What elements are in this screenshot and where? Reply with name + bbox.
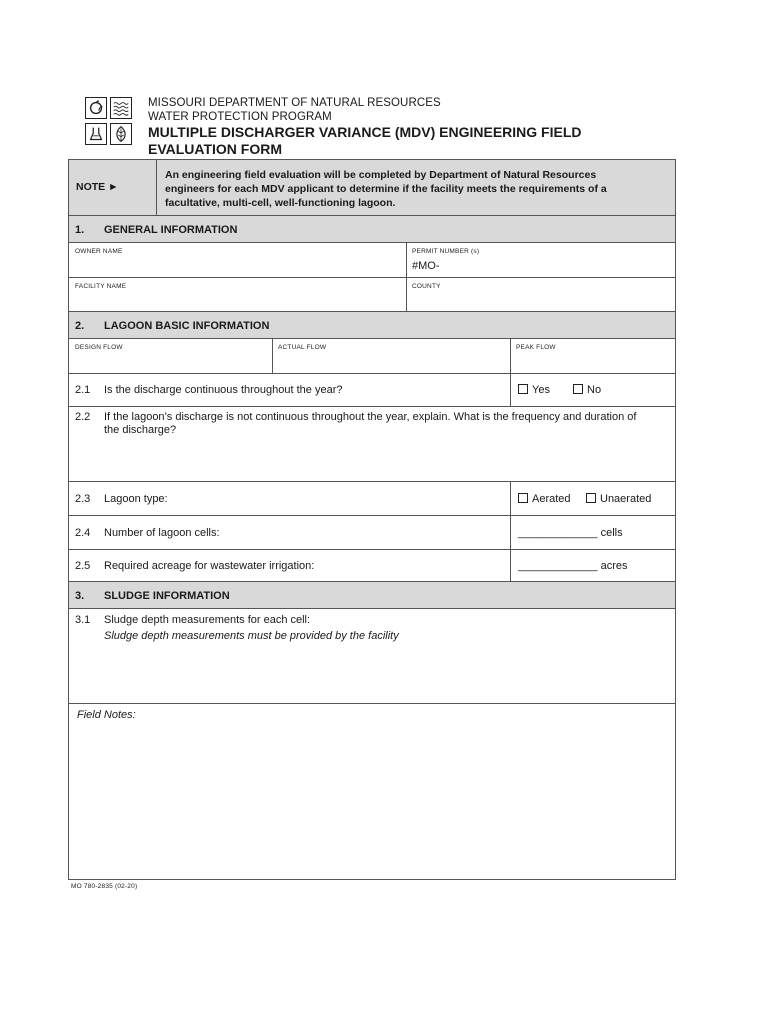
section-2-header: [68, 311, 676, 338]
facility-name-label: FACILITY NAME: [75, 283, 127, 290]
actual-flow-field[interactable]: [272, 339, 511, 374]
recycle-icon: [85, 97, 107, 119]
section-1-header: [68, 215, 676, 242]
permit-number-value: #MO-: [412, 260, 440, 272]
water-waves-icon: [110, 97, 132, 119]
question-2-4-text: Number of lagoon cells:: [104, 527, 220, 539]
note-line-1: An engineering field evaluation will be completed by Department of Natural Resources: [165, 169, 597, 181]
question-2-2-line-1: If the lagoon’s discharge is not continuous throughout the year, explain. What is the frequency and duration of: [104, 411, 637, 423]
question-2-1-number: 2.1: [75, 384, 91, 396]
program-name: WATER PROTECTION PROGRAM: [148, 111, 332, 123]
question-2-2-line-2: the discharge?: [104, 424, 177, 436]
note-box: [68, 159, 676, 215]
design-flow-field[interactable]: [69, 339, 273, 374]
permit-number-label: PERMIT NUMBER (s): [412, 248, 480, 255]
unaerated-checkbox[interactable]: [586, 493, 596, 503]
section-3-number: 3.: [75, 590, 85, 602]
facility-county-row: [68, 277, 676, 311]
note-line-2: engineers for each MDV applicant to determine if the facility meets the requirements of a: [165, 183, 607, 195]
question-2-2-text: [104, 411, 636, 437]
actual-flow-label: ACTUAL FLOW: [278, 344, 327, 351]
leaf-icon: [110, 123, 132, 145]
note-line-3: facultative, multi-cell, well-functioning lagoon.: [165, 197, 396, 209]
question-2-1-text: Is the discharge continuous throughout the year?: [104, 384, 343, 396]
design-flow-label: DESIGN FLOW: [75, 344, 123, 351]
question-2-5-number: 2.5: [75, 560, 91, 572]
field-notes-area[interactable]: [68, 703, 676, 880]
question-2-3-number: 2.3: [75, 493, 91, 505]
owner-name-field[interactable]: [69, 243, 407, 278]
question-2-2-row[interactable]: [68, 406, 676, 481]
question-3-1-number: 3.1: [75, 614, 91, 626]
aerated-checkbox[interactable]: [518, 493, 528, 503]
question-2-3-text: Lagoon type:: [104, 493, 168, 505]
question-2-5-row: [68, 549, 676, 581]
yes-option[interactable]: [518, 384, 550, 396]
unaerated-option[interactable]: [586, 493, 651, 505]
note-text: [165, 168, 607, 210]
county-field[interactable]: [406, 278, 676, 312]
owner-name-label: OWNER NAME: [75, 248, 123, 255]
agency-name: MISSOURI DEPARTMENT OF NATURAL RESOURCES: [148, 97, 441, 109]
flame-flask-icon: [85, 123, 107, 145]
lagoon-cells-input[interactable]: _____________ cells: [518, 527, 623, 539]
peak-flow-field[interactable]: [510, 339, 676, 374]
section-2-number: 2.: [75, 320, 85, 332]
yes-checkbox[interactable]: [518, 384, 528, 394]
field-notes-label: Field Notes:: [77, 709, 136, 721]
facility-name-field[interactable]: [69, 278, 407, 312]
section-3-title: SLUDGE INFORMATION: [104, 590, 230, 602]
no-option[interactable]: [573, 384, 601, 396]
section-1-number: 1.: [75, 224, 85, 236]
form-title-line2: EVALUATION FORM: [148, 141, 283, 157]
permit-number-field[interactable]: [406, 243, 676, 278]
section-1-title: GENERAL INFORMATION: [104, 224, 238, 236]
question-3-1-note: Sludge depth measurements must be provided by the facility: [104, 630, 399, 642]
question-3-1-text: Sludge depth measurements for each cell:: [104, 614, 311, 626]
county-label: COUNTY: [412, 283, 441, 290]
question-2-5-text: Required acreage for wastewater irrigation:: [104, 560, 315, 572]
question-2-4-row: [68, 515, 676, 549]
section-2-title: LAGOON BASIC INFORMATION: [104, 320, 270, 332]
form-title-line1: MULTIPLE DISCHARGER VARIANCE (MDV) ENGINEERING FIELD: [148, 124, 582, 140]
no-checkbox[interactable]: [573, 384, 583, 394]
irrigation-acres-input[interactable]: _____________ acres: [518, 560, 628, 572]
aerated-label: Aerated: [532, 493, 571, 505]
no-label: No: [587, 384, 602, 396]
aerated-option[interactable]: [518, 493, 571, 505]
form-number: MO 780-2835 (02-20): [71, 883, 138, 890]
owner-permit-row: [68, 242, 676, 277]
note-label: NOTE ►: [76, 181, 119, 193]
question-2-1-row: [68, 373, 676, 406]
question-2-2-number: 2.2: [75, 411, 91, 423]
question-2-3-row: [68, 481, 676, 515]
question-3-1-row[interactable]: [68, 608, 676, 703]
unaerated-label: Unaerated: [600, 493, 652, 505]
question-2-4-number: 2.4: [75, 527, 91, 539]
yes-label: Yes: [532, 384, 550, 396]
flow-row: [68, 338, 676, 373]
section-3-header: [68, 581, 676, 608]
peak-flow-label: PEAK FLOW: [516, 344, 556, 351]
